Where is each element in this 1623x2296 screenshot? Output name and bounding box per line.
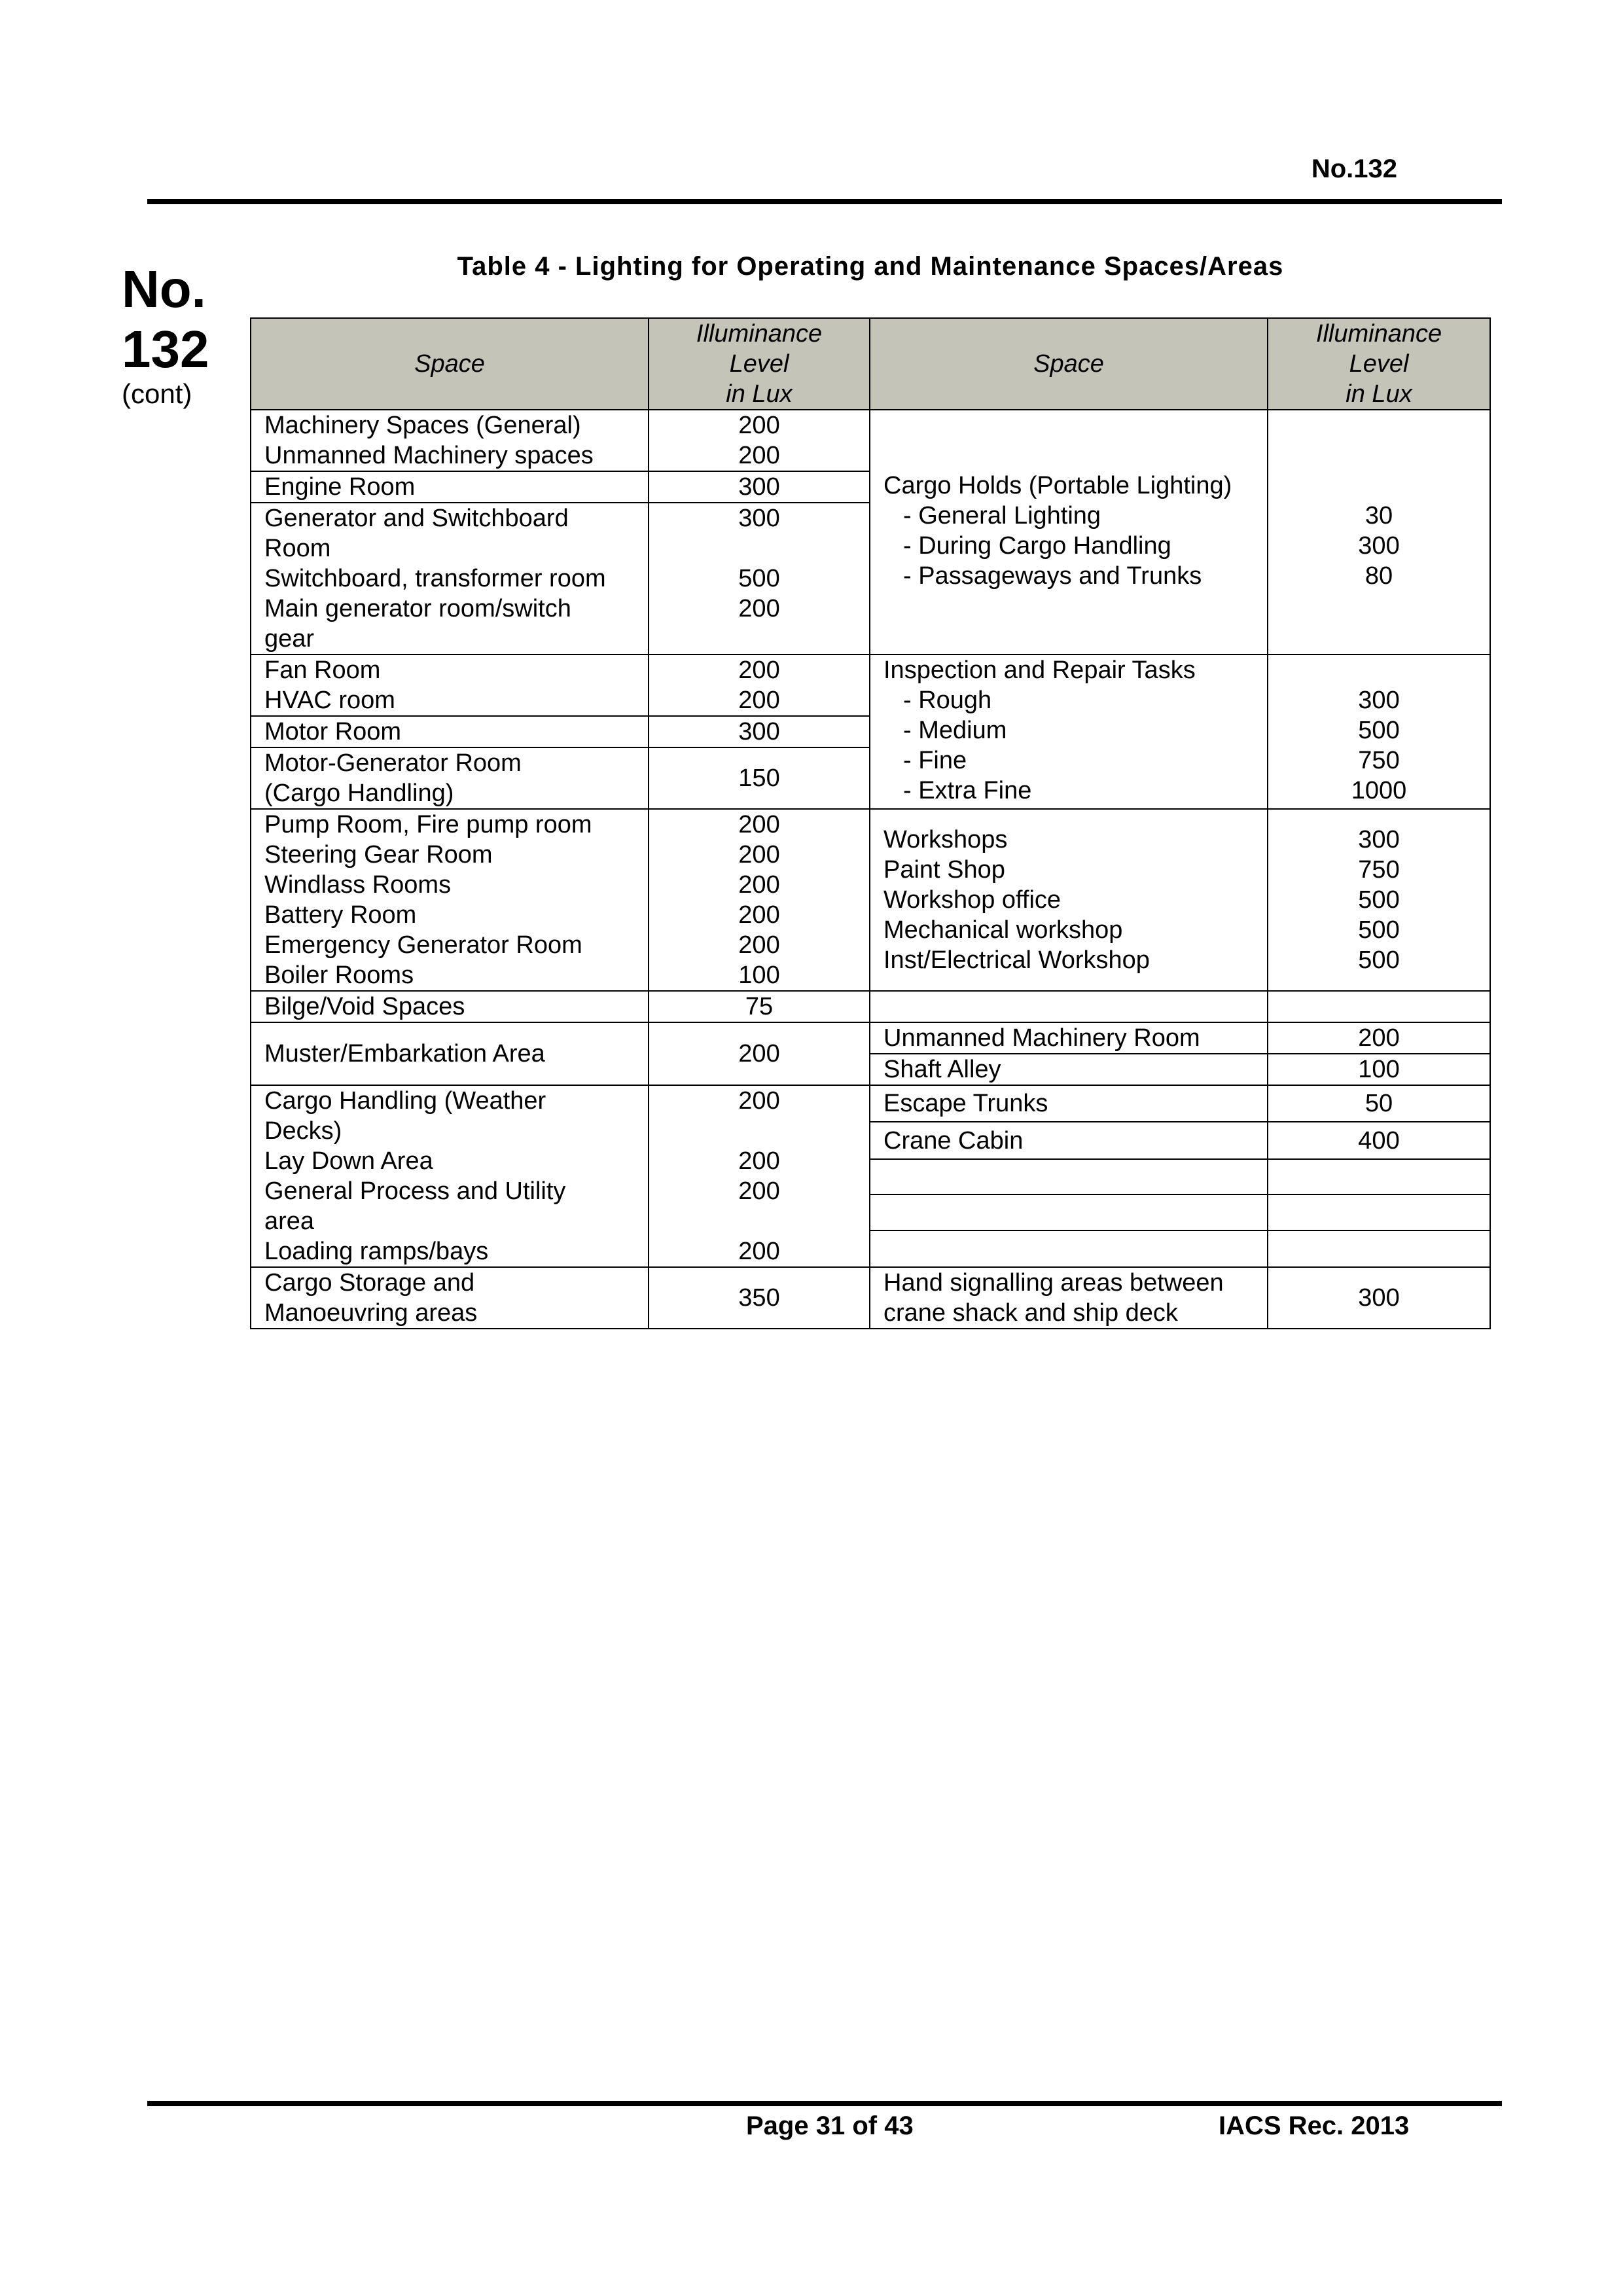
header-rule [147,199,1502,204]
space-text: Generator and Switchboard [264,505,569,532]
space-cell: Crane Cabin [870,1122,1268,1158]
empty-cell [870,1230,1268,1267]
space-text: Workshop office [883,886,1061,914]
lux-value: 200 [738,1238,780,1265]
lux-value: 200 [738,687,780,714]
document-number: No.132 [1311,154,1397,183]
table-row [251,1085,1490,1122]
empty-cell [1268,1159,1490,1194]
space-text: - Rough [903,687,992,714]
lux-cell [649,1085,870,1267]
space-cell [870,410,1268,655]
lux-cell: 200 [1268,1022,1490,1054]
space-text: - Medium [903,717,1007,744]
space-text: Cargo Holds (Portable Lighting) [883,472,1232,499]
lux-value: 200 [738,412,780,439]
lux-value: 200 [738,1147,780,1175]
lux-value: 300 [1358,826,1400,853]
space-cell: Muster/Embarkation Area [251,1022,649,1085]
table-title-text: Table 4 - Lighting for Operating and Maintenance Spaces/Areas [457,252,1284,281]
lux-value: 200 [738,1087,780,1115]
lux-value: 750 [1358,747,1400,774]
table-row [251,655,1490,716]
space-text: - General Lighting [903,502,1101,529]
space-text: Room [264,535,331,562]
lux-cell [1268,809,1490,991]
lux-value: 200 [738,442,780,469]
lux-value: 1000 [1351,777,1407,804]
space-text: - Passageways and Trunks [903,562,1202,590]
lux-value: 750 [1358,856,1400,884]
empty-cell [1268,991,1490,1022]
lux-spacer [662,1116,856,1146]
lux-value: 500 [1358,946,1400,974]
space-cell [251,747,649,809]
lux-value: 300 [1358,687,1400,714]
space-text: Cargo Handling (Weather [264,1087,546,1115]
space-text: - Fine [903,747,967,774]
space-text: Cargo Storage and [264,1269,475,1297]
space-text: Decks) [264,1117,342,1145]
lux-spacer [662,1206,856,1236]
lux-value: 200 [738,811,780,838]
space-text: Emergency Generator Room [264,931,582,959]
space-cell [870,1267,1268,1329]
space-text: Steering Gear Room [264,841,493,869]
table-header-row [251,318,1490,410]
space-cell: Engine Room [251,471,649,503]
side-number [122,259,209,380]
lux-cell [649,809,870,991]
lux-value: 200 [738,901,780,929]
space-cell: Escape Trunks [870,1085,1268,1122]
space-cell [251,809,649,991]
space-text: Mechanical workshop [883,916,1123,944]
lux-cell: 150 [649,747,870,809]
page-number: Page 31 of 43 [746,2111,914,2140]
lux-value: 80 [1364,562,1393,590]
space-text: Windlass Rooms [264,871,452,899]
space-text: Manoeuvring areas [264,1299,478,1327]
space-cell [870,655,1268,809]
lux-cell: 300 [1268,1267,1490,1329]
lux-value: 500 [1358,916,1400,944]
footer-rule [147,2101,1502,2106]
table-row [251,1022,1490,1054]
recommendation-id: IACS Rec. 2013 [1219,2111,1410,2140]
lux-value: 100 [738,961,780,989]
space-text: area [264,1208,315,1235]
lux-value: 500 [738,565,780,592]
header-space-right: Space [870,318,1268,410]
space-cell: Shaft Alley [870,1054,1268,1085]
empty-cell [870,991,1268,1022]
lux-cell: 350 [649,1267,870,1329]
empty-cell [1268,1194,1490,1230]
space-cell [251,1267,649,1329]
header-illum-line2: Level [1349,350,1409,378]
space-text: crane shack and ship deck [883,1299,1178,1327]
lux-cell: 100 [1268,1054,1490,1085]
space-text: gear [264,625,315,653]
space-text: Paint Shop [883,856,1005,884]
space-text: HVAC room [264,687,395,714]
lux-value: 500 [1358,717,1400,744]
lux-cell [1268,410,1490,655]
lux-value: 300 [1358,532,1400,560]
space-text: Unmanned Machinery spaces [264,442,594,469]
lux-cell [649,410,870,471]
table-row [251,991,1490,1022]
lighting-table [250,317,1489,1329]
lux-cell: 50 [1268,1085,1490,1122]
table-row [251,1267,1490,1329]
header-illum-line1: Illuminance [696,320,823,348]
space-text: - During Cargo Handling [903,532,1171,560]
space-cell [870,809,1268,991]
header-illum-line1: Illuminance [1315,320,1442,348]
space-cell: Bilge/Void Spaces [251,991,649,1022]
empty-cell [870,1194,1268,1230]
space-text: - Extra Fine [903,777,1032,804]
side-no-value: 132 [122,320,209,378]
header-illum-line2: Level [729,350,789,378]
lux-cell: 300 [649,471,870,503]
lux-cell: 300 [649,716,870,747]
lux-value: 30 [1364,502,1393,529]
space-text: Fan Room [264,656,381,684]
space-text: Pump Room, Fire pump room [264,811,592,838]
space-text: Hand signalling areas between [883,1269,1224,1297]
empty-cell [1268,1230,1490,1267]
lux-value: 200 [738,841,780,869]
space-text: Loading ramps/bays [264,1238,489,1265]
lux-cell: 75 [649,991,870,1022]
space-text: (Cargo Handling) [264,780,454,807]
lux-spacer [662,533,856,564]
lux-value: 200 [738,871,780,899]
space-text: Battery Room [264,901,417,929]
side-no-label: No. [122,260,206,318]
lux-cell [649,503,870,655]
space-text: Switchboard, transformer room [264,565,606,592]
space-text: Main generator room/switch [264,595,571,622]
lux-cell [649,655,870,716]
header-illuminance-left [649,318,870,410]
space-text: Inst/Electrical Workshop [883,946,1150,974]
lux-value: 200 [738,656,780,684]
lux-value: 300 [738,505,780,532]
space-text: Workshops [883,826,1008,853]
lux-cell: 400 [1268,1122,1490,1158]
space-text: Motor-Generator Room [264,749,522,777]
space-text: General Process and Utility [264,1177,566,1205]
space-cell [251,410,649,471]
lux-value: 200 [738,1177,780,1205]
space-cell [251,1085,649,1267]
space-cell [251,655,649,716]
lux-value: 200 [738,931,780,959]
empty-cell [870,1159,1268,1194]
lux-value: 200 [738,595,780,622]
header-illum-line3: in Lux [726,380,793,408]
space-cell [251,503,649,655]
space-cell: Motor Room [251,716,649,747]
space-cell: Unmanned Machinery Room [870,1022,1268,1054]
header-illum-line3: in Lux [1346,380,1412,408]
header-space-left: Space [251,318,649,410]
table-row [251,410,1490,471]
header-illuminance-right [1268,318,1490,410]
space-text: Inspection and Repair Tasks [883,656,1196,684]
table-row [251,809,1490,991]
lux-cell: 200 [649,1022,870,1085]
lux-cell [1268,655,1490,809]
lux-value: 500 [1358,886,1400,914]
space-text: Boiler Rooms [264,961,414,989]
space-text: Lay Down Area [264,1147,433,1175]
side-cont-label: (cont) [122,378,192,409]
space-text: Machinery Spaces (General) [264,412,581,439]
table-title [249,252,1492,281]
